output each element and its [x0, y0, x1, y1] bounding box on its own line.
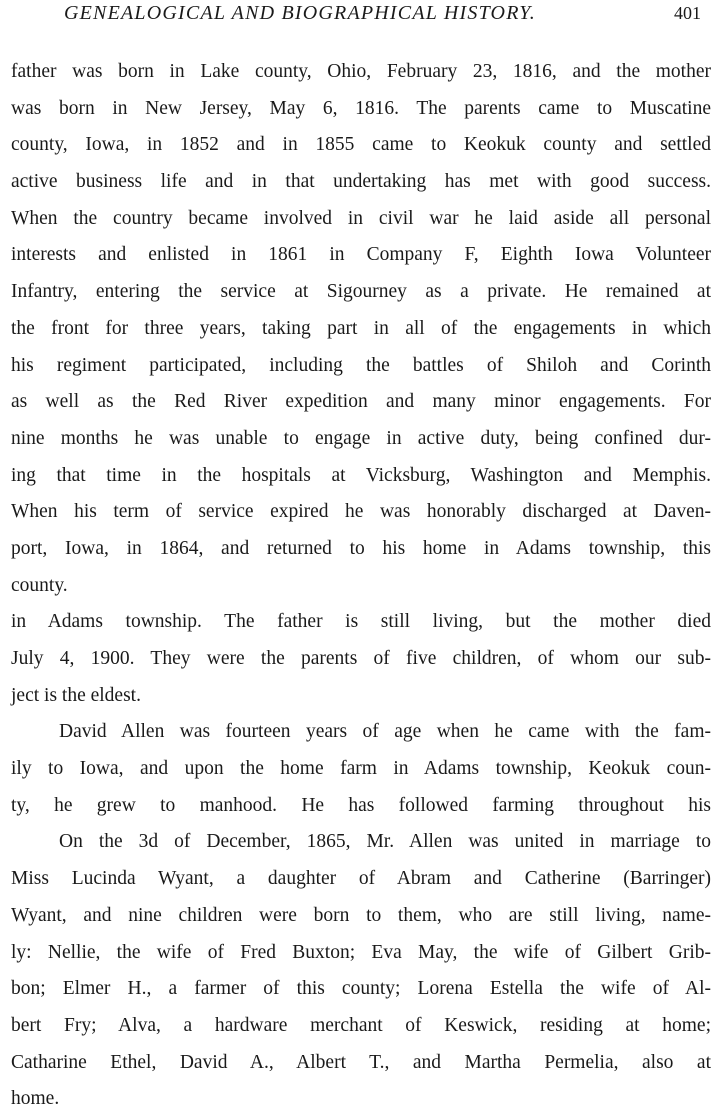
text-line: county, Iowa, in 1852 and in 1855 came to Keokuk county and settled	[11, 134, 711, 156]
text-line: July 4, 1900. They were the parents of five children, of whom our sub-	[11, 648, 711, 669]
text-line: David Allen was fourteen years of age when he came with the fam-	[59, 721, 711, 743]
text-line: the front for three years, taking part in all of the engagements in which	[11, 317, 711, 339]
text-line: bert Fry; Alva, a hardware merchant of Keswick, residing at home;	[11, 1014, 711, 1036]
text-line: When his term of service expired he was honorably discharged at Daven-	[11, 501, 711, 523]
text-line: nine months he was unable to engage in active duty, being confined dur-	[11, 427, 711, 449]
page-number: 401	[674, 3, 701, 23]
text-line: Miss Lucinda Wyant, a daughter of Abram and Catherine (Barringer)	[11, 868, 711, 890]
text-line: as well as the Red River expedition and many minor engagements. For	[11, 391, 711, 413]
text-line: home.	[11, 1088, 60, 1110]
text-line: ing that time in the hospitals at Vicksburg, Washington and Memphis.	[11, 464, 711, 486]
text-line: active business life and in that undertaking has met with good success.	[11, 171, 711, 193]
text-line: county.	[11, 574, 68, 596]
text-line: On the 3d of December, 1865, Mr. Allen was united in marriage to	[59, 831, 711, 853]
body-text	[11, 54, 711, 1118]
text-line: father was born in Lake county, Ohio, February 23, 1816, and the mother	[11, 61, 711, 82]
text-line: his regiment participated, including the battles of Shiloh and Corinth	[11, 354, 711, 376]
text-line: bon; Elmer H., a farmer of this county; Lorena Estella the wife of Al-	[11, 978, 711, 1000]
text-line: When the country became involved in civil war he laid aside all personal	[11, 207, 711, 229]
text-line: in Adams township. The father is still living, but the mother died	[11, 611, 711, 633]
text-line: Catharine Ethel, David A., Albert T., and Martha Permelia, also at	[11, 1051, 711, 1073]
text-line: port, Iowa, in 1864, and returned to his home in Adams township, this	[11, 537, 711, 559]
text-line: ily to Iowa, and upon the home farm in Adams township, Keokuk coun-	[11, 758, 711, 780]
text-line: ject is the eldest.	[11, 684, 141, 706]
text-line: ly: Nellie, the wife of Fred Buxton; Eva May, the wife of Gilbert Grib-	[11, 941, 711, 963]
text-line: Wyant, and nine children were born to them, who are still living, name-	[11, 904, 711, 926]
running-title: GENEALOGICAL AND BIOGRAPHICAL HISTORY.	[64, 2, 536, 24]
text-line: was born in New Jersey, May 6, 1816. The parents came to Muscatine	[11, 97, 711, 119]
text-line: Infantry, entering the service at Sigourney as a private. He remained at	[11, 281, 711, 303]
text-line: ty, he grew to manhood. He has followed farming throughout his	[11, 794, 711, 816]
text-line: interests and enlisted in 1861 in Company F, Eighth Iowa Volunteer	[11, 244, 711, 266]
running-head	[0, 2, 718, 28]
